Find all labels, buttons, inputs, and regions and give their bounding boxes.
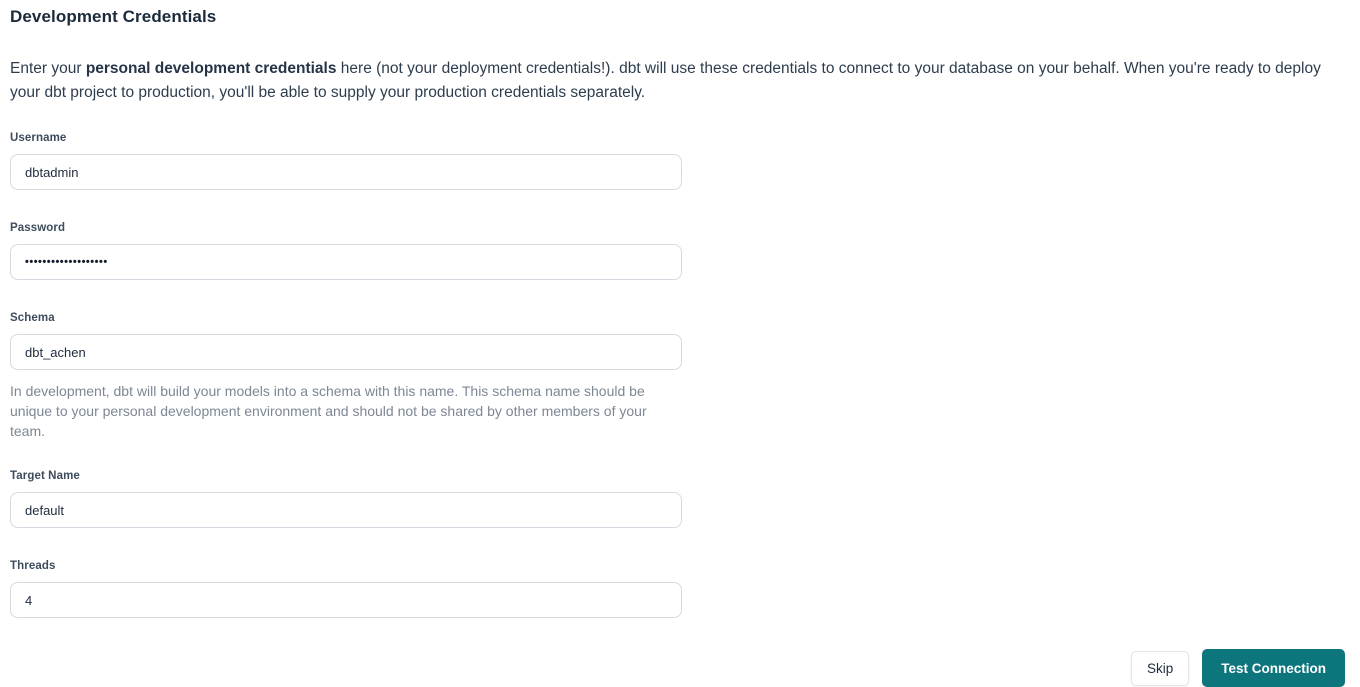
intro-bold: personal development credentials — [85, 60, 337, 77]
test-connection-button[interactable]: Test Connection — [1202, 649, 1345, 687]
schema-field-group — [10, 311, 1345, 441]
threads-field-group — [10, 559, 1345, 618]
intro-prefix: Enter your — [10, 60, 86, 77]
footer-actions — [10, 649, 1345, 687]
schema-help-text: In development, dbt will build your models into a schema with this name. This schema name should be unique to your personal development environment and should not be shared by other members of your team. — [10, 383, 647, 439]
target-name-field-group — [10, 469, 1345, 528]
username-field-group — [10, 131, 1345, 190]
schema-label: Schema — [10, 312, 55, 324]
target-name-label: Target Name — [10, 470, 80, 482]
schema-input[interactable] — [10, 334, 682, 370]
intro-suffix: here (not your deployment credentials!). dbt will use these credentials to connect to your database on your behalf. When you're ready to deploy your dbt project to production, you'll be able to supply your production credentials separately. — [10, 60, 1321, 101]
password-field-group — [10, 221, 1345, 280]
username-label: Username — [10, 132, 67, 144]
password-input[interactable] — [10, 244, 682, 280]
target-name-input[interactable] — [10, 492, 682, 528]
page-title: Development Credentials — [10, 7, 217, 26]
threads-label: Threads — [10, 560, 56, 572]
username-input[interactable] — [10, 154, 682, 190]
threads-input[interactable] — [10, 582, 682, 618]
intro-paragraph — [10, 57, 1345, 105]
credentials-form — [10, 131, 1345, 618]
skip-button[interactable]: Skip — [1131, 651, 1189, 686]
password-label: Password — [10, 222, 66, 234]
